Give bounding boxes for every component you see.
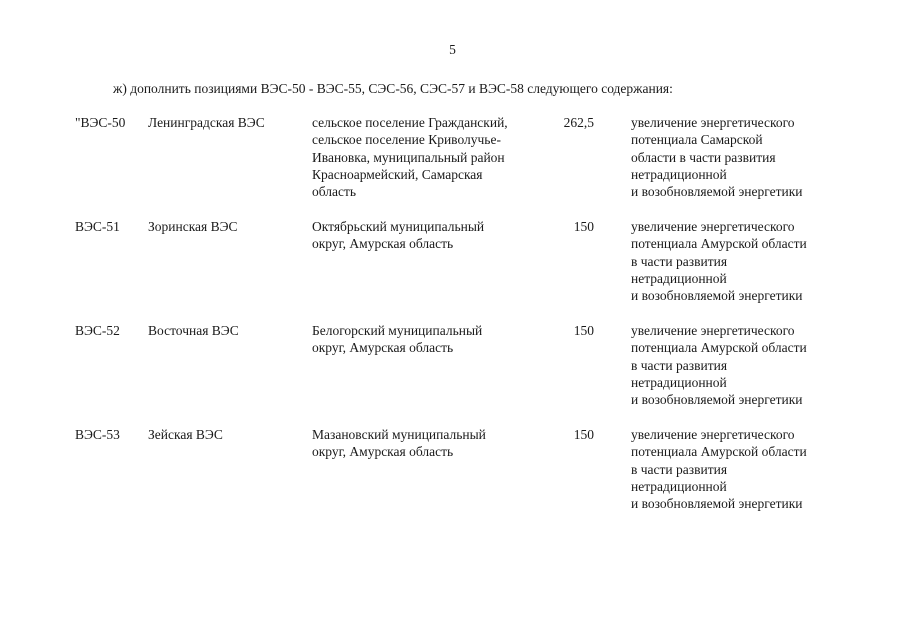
positions-table bbox=[0, 114, 905, 530]
plant-purpose-line: нетрадиционной bbox=[631, 478, 727, 494]
plant-purpose-line: нетрадиционной bbox=[631, 374, 727, 390]
plant-purpose bbox=[631, 114, 836, 200]
plant-location-line: Мазановский муниципальный bbox=[312, 427, 486, 442]
intro-paragraph: ж) дополнить позициями ВЭС-50 - ВЭС-55, СЭС-56, СЭС-57 и ВЭС-58 следующего содержания: bbox=[113, 81, 673, 96]
plant-purpose-line: увеличение энергетического bbox=[631, 115, 795, 130]
plant-name: Зоринская ВЭС bbox=[148, 219, 238, 234]
table-row bbox=[0, 218, 905, 322]
plant-name: Ленинградская ВЭС bbox=[148, 115, 265, 130]
table-row bbox=[0, 114, 905, 218]
plant-name: Зейская ВЭС bbox=[148, 427, 223, 442]
plant-purpose-line: области в части развития bbox=[631, 149, 776, 165]
plant-purpose bbox=[631, 426, 836, 512]
plant-purpose-line: потенциала Амурской области bbox=[631, 340, 807, 356]
table-row bbox=[0, 426, 905, 530]
plant-purpose-line: нетрадиционной bbox=[631, 166, 727, 182]
plant-purpose-line: потенциала Амурской области bbox=[631, 444, 807, 460]
plant-capacity: 262,5 bbox=[563, 115, 594, 130]
plant-location-line: Красноармейский, Самарская bbox=[312, 166, 483, 182]
plant-location bbox=[312, 114, 537, 200]
plant-purpose-line: в части развития bbox=[631, 357, 728, 373]
plant-purpose-line: в части развития bbox=[631, 253, 728, 269]
plant-purpose-line: и возобновляемой энергетики bbox=[631, 496, 803, 512]
plant-purpose-line: и возобновляемой энергетики bbox=[631, 288, 803, 304]
plant-location-line: округ, Амурская область bbox=[312, 340, 454, 356]
plant-purpose-line: увеличение энергетического bbox=[631, 219, 795, 234]
plant-location-line: округ, Амурская область bbox=[312, 236, 454, 252]
plant-purpose-line: и возобновляемой энергетики bbox=[631, 184, 803, 200]
position-code: ВЭС-51 bbox=[75, 219, 120, 234]
plant-capacity: 150 bbox=[573, 323, 594, 338]
position-code: "ВЭС-50 bbox=[75, 115, 126, 130]
plant-purpose-line: нетрадиционной bbox=[631, 270, 727, 286]
plant-name: Восточная ВЭС bbox=[148, 323, 239, 338]
plant-purpose-line: в части развития bbox=[631, 461, 728, 477]
plant-location-line: Белогорский муниципальный bbox=[312, 323, 483, 338]
plant-location bbox=[312, 426, 537, 461]
plant-location-line: Октябрьский муниципальный bbox=[312, 219, 485, 234]
plant-purpose-line: увеличение энергетического bbox=[631, 323, 795, 338]
plant-capacity: 150 bbox=[573, 219, 594, 234]
plant-purpose-line: потенциала Амурской области bbox=[631, 236, 807, 252]
plant-purpose-line: и возобновляемой энергетики bbox=[631, 392, 803, 408]
plant-location-line: округ, Амурская область bbox=[312, 444, 454, 460]
page-number: 5 bbox=[449, 42, 456, 57]
plant-location-line: область bbox=[312, 184, 357, 200]
position-code: ВЭС-53 bbox=[75, 427, 120, 442]
plant-location bbox=[312, 322, 537, 357]
plant-location-line: сельское поселение Криволучье- bbox=[312, 132, 501, 148]
plant-location-line: сельское поселение Гражданский, bbox=[312, 115, 508, 130]
plant-purpose-line: увеличение энергетического bbox=[631, 427, 795, 442]
plant-purpose bbox=[631, 322, 836, 408]
plant-location-line: Ивановка, муниципальный район bbox=[312, 149, 505, 165]
plant-purpose-line: потенциала Самарской bbox=[631, 132, 763, 148]
plant-capacity: 150 bbox=[573, 427, 594, 442]
position-code: ВЭС-52 bbox=[75, 323, 120, 338]
plant-location bbox=[312, 218, 537, 253]
plant-purpose bbox=[631, 218, 836, 304]
table-row bbox=[0, 322, 905, 426]
